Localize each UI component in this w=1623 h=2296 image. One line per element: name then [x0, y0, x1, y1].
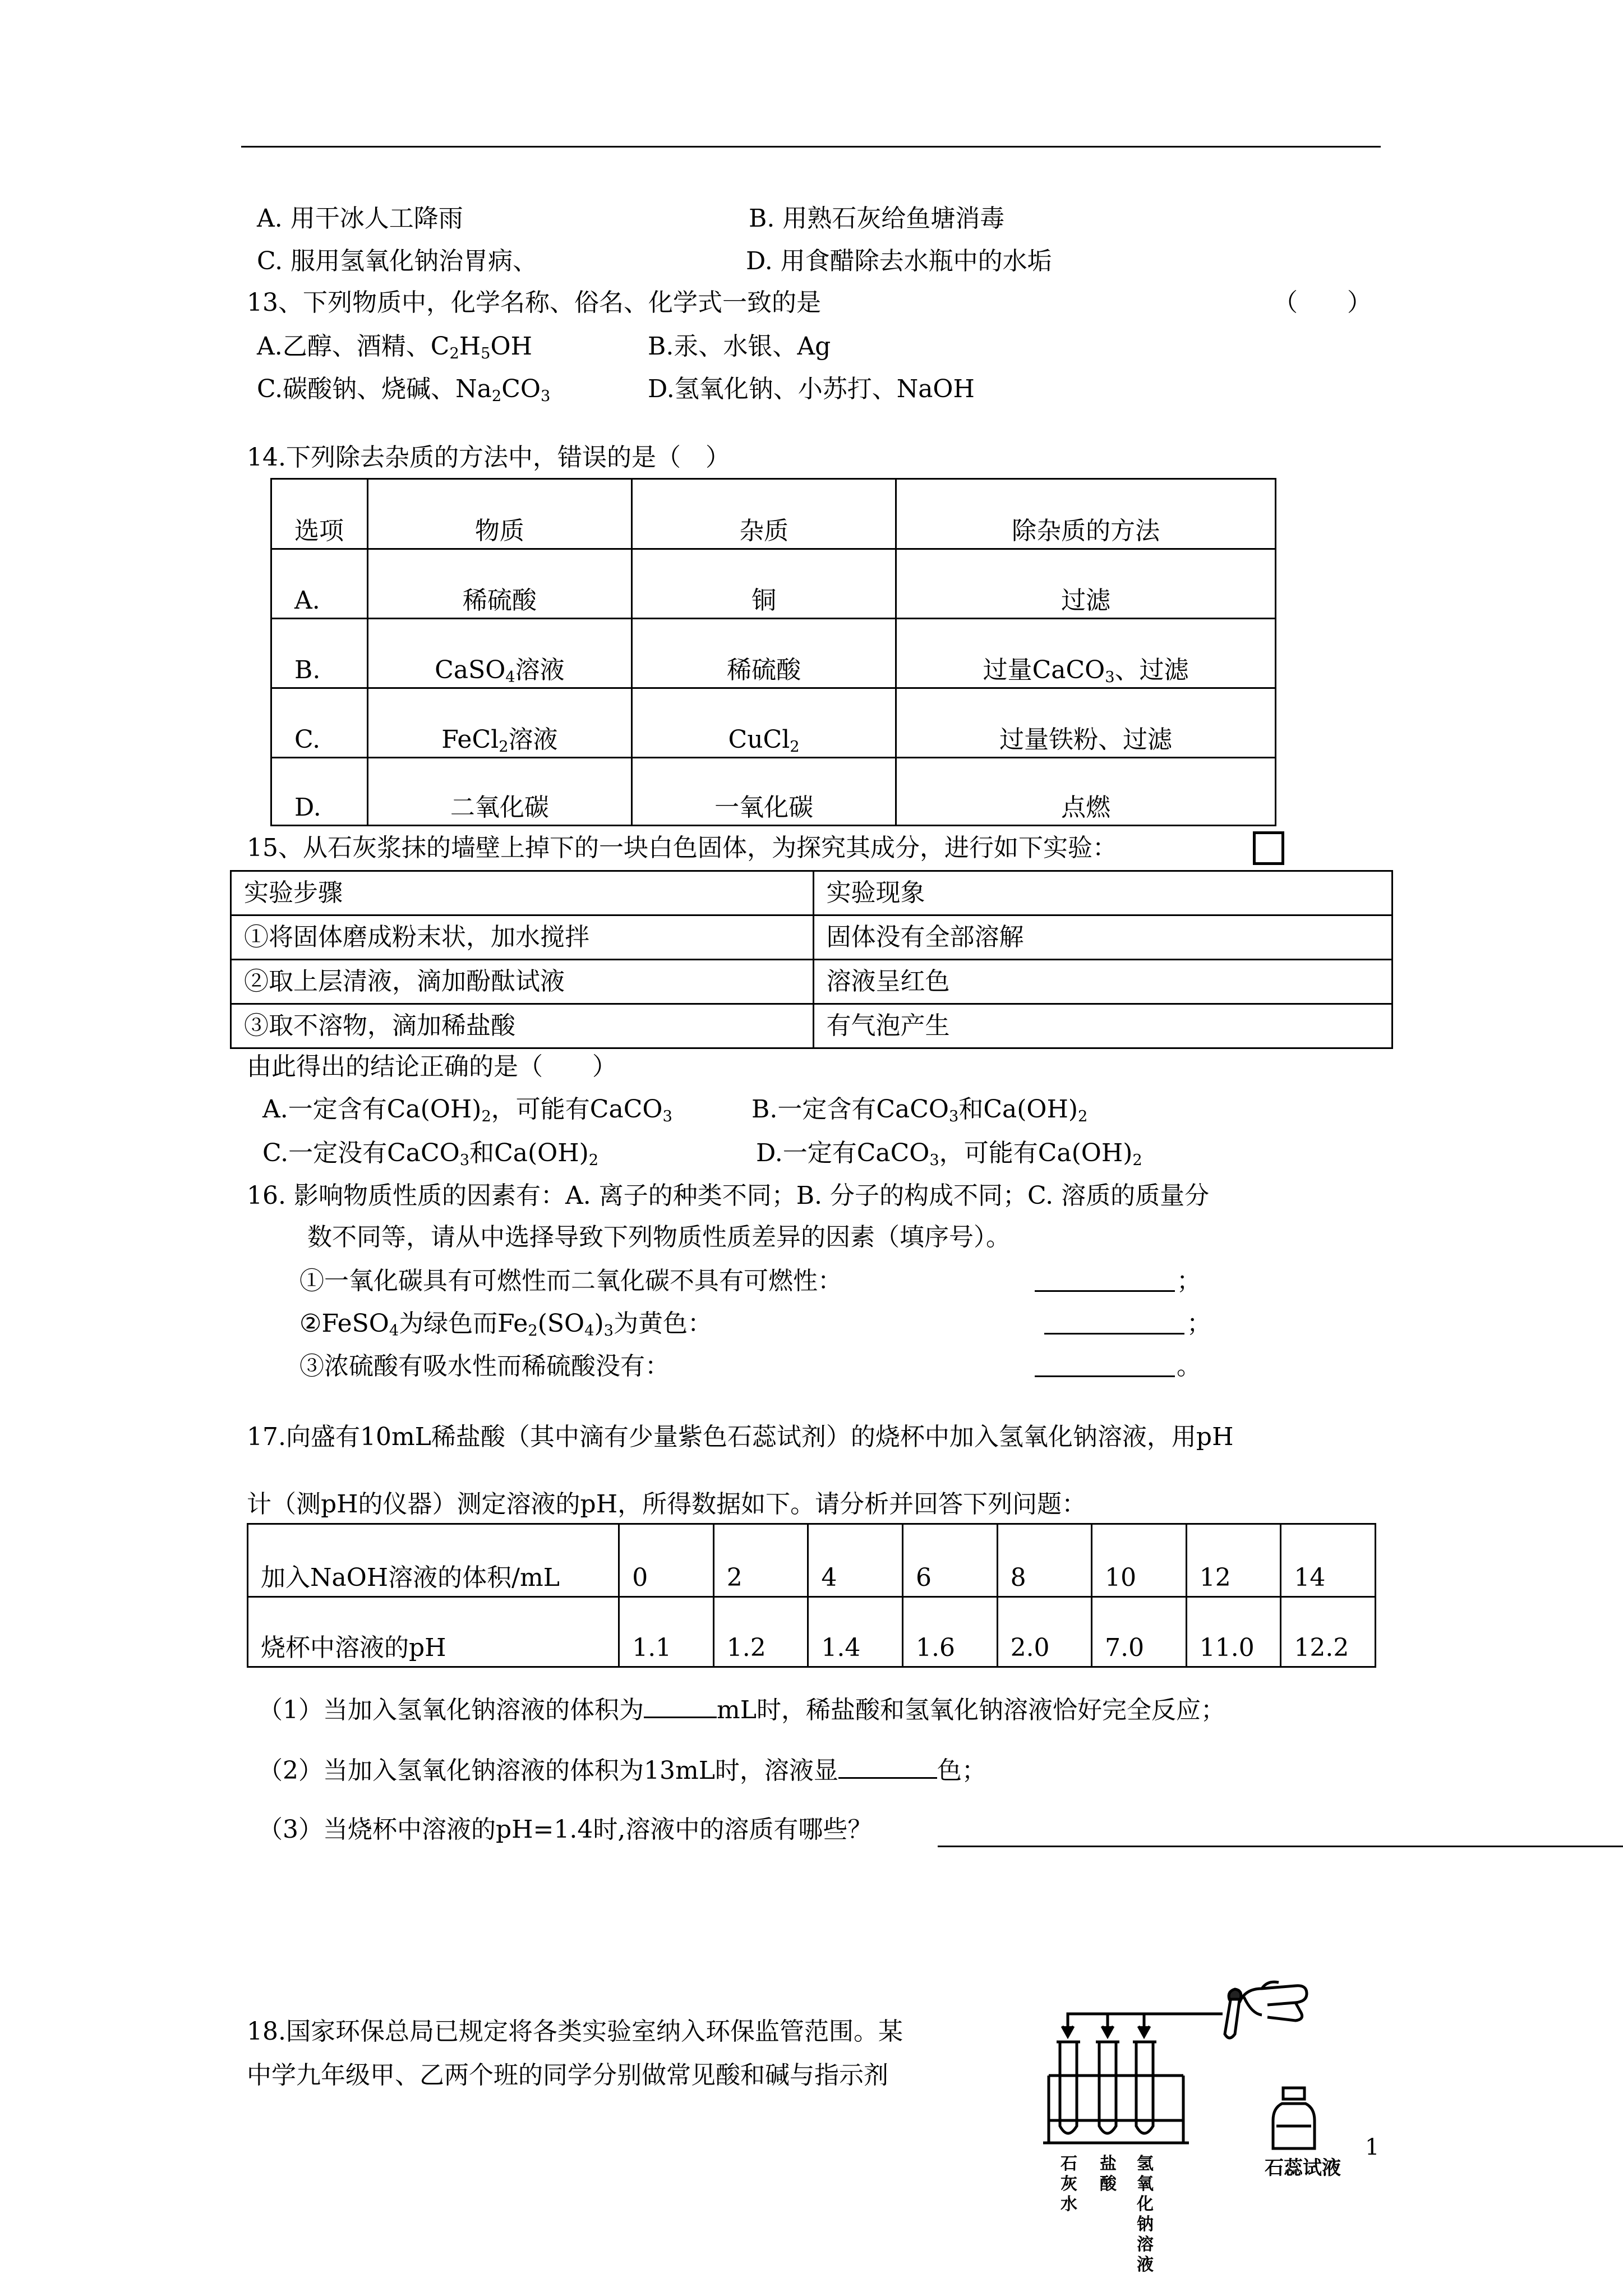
table-cell: ①将固体磨成粉末状，加水搅拌 [231, 915, 814, 960]
q18-line1: 18.国家环保总局已规定将各类实验室纳入环保监管范围。某 [247, 2017, 903, 2046]
q16-item3: ③浓硫酸有吸水性而稀硫酸没有： [299, 1352, 670, 1381]
q17-table [247, 1523, 1376, 1668]
table-cell: 稀硫酸 [367, 549, 631, 619]
table-row [271, 619, 1276, 688]
table-cell: C. [271, 688, 368, 758]
q17-line1: 17.向盛有10mL稀盐酸（其中滴有少量紫色石蕊试剂）的烧杯中加入氢氧化钠溶液，用pH [247, 1423, 1234, 1451]
table-cell: 稀硫酸 [632, 619, 896, 688]
table-cell: 14 [1281, 1524, 1376, 1597]
table-cell: 过滤 [896, 549, 1276, 619]
header-rule [241, 146, 1381, 148]
table-cell: 点燃 [896, 758, 1276, 826]
q17-blank2[interactable] [838, 1756, 937, 1779]
q16-blank2[interactable] [1044, 1312, 1184, 1335]
q15-table [230, 870, 1393, 1049]
q16-end2: ； [1187, 1309, 1211, 1338]
table-cell: 二氧化碳 [367, 758, 631, 826]
table-cell: ②取上层清液，滴加酚酞试液 [231, 960, 814, 1004]
q16-end3: 。 [1177, 1352, 1201, 1381]
answer-box [1253, 831, 1284, 865]
table-cell: A. [271, 549, 368, 619]
tube-label-sodium-hydroxide: 氢氧化钠溶液 [1137, 2154, 1154, 2275]
table-cell: 过量CaCO$_3$、过滤 [896, 619, 1276, 688]
q13-option-a: A.乙醇、酒精、$C_2H_5OH$ [257, 332, 532, 362]
q16-blank3[interactable] [1035, 1354, 1175, 1377]
table-cell: 4 [808, 1524, 903, 1597]
table-cell: 6 [902, 1524, 997, 1597]
q13-answer-paren: （ ） [1273, 288, 1372, 317]
table-row [231, 1004, 1393, 1048]
table-cell: CuCl$_2$ [632, 688, 896, 758]
q14-table [270, 478, 1276, 826]
q15-option-c: C.一定没有CaCO$_3$和$Ca(OH)_2$ [262, 1139, 599, 1169]
q17-sub3: （3）当烧杯中溶液的pH=1.4时,溶液中的溶质有哪些？ [258, 1815, 873, 1844]
table-cell: B. [271, 619, 368, 688]
table-cell: 有气泡产生 [813, 1004, 1392, 1048]
table-cell: 10 [1092, 1524, 1187, 1597]
table-cell: 1.6 [902, 1597, 997, 1667]
table-header-cell: 实验步骤 [231, 871, 814, 915]
table-row [271, 758, 1276, 826]
q15-option-b: B.一定含有CaCO$_3$和$Ca(OH)_2$ [751, 1095, 1088, 1125]
bottle-label-litmus: 石蕊试液 [1265, 2157, 1341, 2179]
q12-option-c: C. 服用氢氧化钠治胃病、 [257, 247, 538, 275]
table-row [248, 1597, 1376, 1667]
q12-option-b: B. 用熟石灰给鱼塘消毒 [749, 204, 1005, 233]
q15-stem: 15、从石灰浆抹的墙壁上掉下的一块白色固体，为探究其成分，进行如下实验： [247, 834, 1117, 862]
table-row [248, 1524, 1376, 1597]
table-cell: 8 [997, 1524, 1092, 1597]
row-label: 加入NaOH溶液的体积/mL [248, 1524, 619, 1597]
page-number: 1 [1365, 2134, 1380, 2160]
row-label: 烧杯中溶液的pH [248, 1597, 619, 1667]
table-header-cell: 选项 [271, 479, 368, 549]
q15-option-a: A.一定含有$Ca(OH)_2$，可能有CaCO$_3$ [262, 1095, 672, 1125]
q15-conclusion: 由此得出的结论正确的是（ ） [247, 1052, 617, 1081]
table-cell: 11.0 [1186, 1597, 1281, 1667]
table-cell: FeCl$_2$溶液 [367, 688, 631, 758]
table-cell: 一氧化碳 [632, 758, 896, 826]
q15-option-d: D.一定有CaCO$_3$，可能有$Ca(OH)_2$ [756, 1139, 1142, 1169]
table-header-cell: 杂质 [632, 479, 896, 549]
table-row [271, 549, 1276, 619]
q16-blank1[interactable] [1035, 1269, 1175, 1292]
q16-item1: ①一氧化碳具有可燃性而二氧化碳不具有可燃性： [299, 1267, 842, 1295]
table-cell: 溶液呈红色 [813, 960, 1392, 1004]
table-row [231, 871, 1393, 915]
q13-stem: 13、下列物质中，化学名称、俗名、化学式一致的是 [247, 288, 821, 317]
q13-option-b: B.汞、水银、Ag [648, 332, 831, 361]
table-cell: 12.2 [1281, 1597, 1376, 1667]
table-cell: 1.4 [808, 1597, 903, 1667]
apparatus-drawing [1032, 1958, 1352, 2296]
q18-line2: 中学九年级甲、乙两个班的同学分别做常见酸和碱与指示剂 [247, 2061, 888, 2090]
table-header-cell: 实验现象 [813, 871, 1392, 915]
q16-line1: 16. 影响物质性质的因素有：A. 离子的种类不同；B. 分子的构成不同；C. 溶质的质量分 [247, 1181, 1210, 1210]
tube-label-limewater: 石灰水 [1061, 2154, 1077, 2214]
table-row [231, 960, 1393, 1004]
q16-line2: 数不同等，请从中选择导致下列物质性质差异的因素（填序号）。 [307, 1223, 1011, 1251]
q16-end1: ； [1177, 1267, 1201, 1295]
table-cell: 过量铁粉、过滤 [896, 688, 1276, 758]
q12-option-d: D. 用食醋除去水瓶中的水垢 [746, 247, 1052, 275]
q17-sub1: （1）当加入氢氧化钠溶液的体积为 mL时，稀盐酸和氢氧化钠溶液恰好完全反应； [258, 1696, 1225, 1724]
q14-stem: 14.下列除去杂质的方法中，错误的是（ ） [247, 443, 730, 472]
table-cell: 0 [619, 1524, 714, 1597]
table-cell: ③取不溶物，滴加稀盐酸 [231, 1004, 814, 1048]
table-cell: 12 [1186, 1524, 1281, 1597]
table-cell: 1.1 [619, 1597, 714, 1667]
q13-option-d: D.氢氧化钠、小苏打、NaOH [648, 375, 975, 403]
table-header-cell: 除杂质的方法 [896, 479, 1276, 549]
table-cell: 2.0 [997, 1597, 1092, 1667]
table-row [231, 915, 1393, 960]
table-cell: CaSO$_4$溶液 [367, 619, 631, 688]
q17-line2: 计（测pH的仪器）测定溶液的pH，所得数据如下。请分析并回答下列问题： [247, 1490, 1087, 1519]
q17-blank1[interactable] [644, 1695, 717, 1718]
table-cell: 1.2 [713, 1597, 808, 1667]
apparatus-figure [1032, 1958, 1352, 2296]
table-header-cell: 物质 [367, 479, 631, 549]
table-row [271, 688, 1276, 758]
tube-label-hydrochloric-acid: 盐酸 [1100, 2154, 1117, 2194]
q17-answer-line[interactable] [938, 1846, 1623, 1847]
q13-option-c: C.碳酸钠、烧碱、$Na_2CO_3$ [257, 375, 551, 405]
table-row [271, 479, 1276, 549]
q17-sub2: （2）当加入氢氧化钠溶液的体积为13mL时，溶液显 色； [258, 1756, 986, 1785]
table-cell: 固体没有全部溶解 [813, 915, 1392, 960]
q16-item2: ②FeSO$_4$为绿色而$Fe_2(SO_4)_3$为黄色： [299, 1309, 712, 1340]
table-cell: 铜 [632, 549, 896, 619]
table-cell: D. [271, 758, 368, 826]
q12-option-a: A. 用干冰人工降雨 [257, 204, 463, 233]
table-cell: 2 [713, 1524, 808, 1597]
table-cell: 7.0 [1092, 1597, 1187, 1667]
